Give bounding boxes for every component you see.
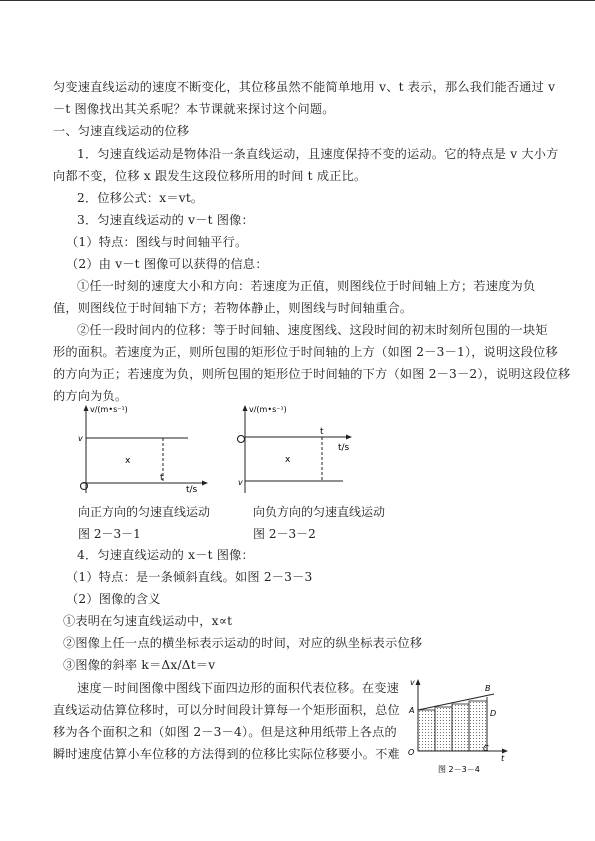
figure-2-3-4 — [400, 677, 515, 777]
last-paragraph-line-3: 移为各个面积之和（如图 2－3－4）。但是这种用纸带上各点的 — [53, 725, 397, 739]
fig1-v-label: v — [78, 434, 83, 443]
fig2-area-label: x — [285, 455, 291, 465]
section-heading-1: 一、匀速直线运动的位移 — [53, 124, 190, 138]
item1-line-1: 1．匀速直线运动是物体沿一条直线运动，且速度保持不变的运动。它的特点是 v 大小方 — [77, 147, 559, 161]
figure2-number: 图 2－3－2 — [253, 527, 316, 541]
fig2-xlabel: t/s — [338, 443, 350, 453]
fig1-t-label: t — [160, 473, 164, 483]
fig2-v-label: v — [238, 478, 243, 487]
fig2-t-label: t — [320, 427, 324, 437]
last-paragraph-line-1: 速度－时间图像中图线下面四边形的面积代表位移。在变速 — [77, 681, 400, 695]
intro-line-2: －t 图像找出其关系呢？本节课就来探讨这个问题。 — [53, 102, 335, 116]
figure1-number: 图 2－3－1 — [78, 527, 141, 541]
item4-sub2: （2）图像的含义 — [66, 592, 161, 606]
item1-line-2: 向都不变，位移 x 跟发生这段位移所用的时间 t 成正比。 — [53, 169, 367, 183]
figure-2-3-1 — [70, 403, 210, 498]
fig1-area-label: x — [125, 456, 131, 466]
meaning-3: ③图像的斜率 k＝Δx/Δt＝v — [63, 658, 216, 672]
item4-heading: 4．匀速直线运动的 x－t 图像： — [77, 548, 254, 562]
fig4-point-d: D — [490, 709, 497, 718]
fig4-point-a: A — [409, 706, 415, 715]
item3-sub1: （1）特点：图线与时间轴平行。 — [66, 235, 248, 249]
info1-line-2: 值，则图线位于时间轴下方；若物体静止，则图线与时间轴重合。 — [53, 301, 413, 315]
meaning-1: ①表明在匀速直线运动中，x∝t — [63, 614, 233, 628]
info2-line-3: 的方向为正；若速度为负，则所包围的矩形位于时间轴的下方（如图 2－3－2），说明这段位移 — [53, 367, 571, 381]
fig1-xlabel: t/s — [186, 485, 198, 495]
fig4-origin: O — [408, 748, 415, 757]
figure2-caption: 向负方向的匀速直线运动 — [253, 505, 386, 519]
intro-line-1: 匀变速直线运动的速度不断变化，其位移虽然不能简单地用 v、t 表示，那么我们能否通过 v — [53, 80, 556, 94]
fig4-number: 图 2－3－4 — [438, 765, 480, 774]
fig4-point-c: C — [483, 744, 489, 753]
figure1-caption: 向正方向的匀速直线运动 — [78, 505, 211, 519]
fig4-point-b: B — [485, 684, 491, 693]
last-paragraph-line-2: 直线运动估算位移时，可以分时间段计算每一个矩形面积，总位 — [53, 703, 400, 717]
fig1-ylabel: v/(m•s⁻¹) — [90, 405, 128, 414]
last-paragraph-line-4: 瞬时速度估算小车位移的方法得到的位移比实际位移要小。不难 — [53, 747, 400, 761]
fig4-xlabel: t — [501, 754, 505, 763]
info1-line-1: ①任一时刻的速度大小和方向：若速度为正值，则图线位于时间轴上方；若速度为负 — [77, 279, 536, 293]
figure-2-3-2 — [230, 403, 370, 498]
item4-sub1: （1）特点：是一条倾斜直线。如图 2－3－3 — [66, 570, 313, 584]
page-top-rule — [0, 0, 595, 1]
item2-formula: 2．位移公式：x＝vt。 — [77, 191, 204, 205]
info2-line-2: 形的面积。若速度为正，则所包围的矩形位于时间轴的上方（如图 2－3－1），说明这段位移 — [53, 345, 558, 359]
fig2-ylabel: v/(m•s⁻¹) — [249, 405, 287, 414]
origin-mark — [238, 436, 245, 443]
item3-heading: 3．匀速直线运动的 v－t 图像： — [77, 213, 254, 227]
item3-sub2: （2）由 v－t 图像可以获得的信息： — [66, 257, 268, 271]
fig4-ylabel: v — [410, 678, 415, 687]
info2-line-4: 的方向为负。 — [53, 389, 128, 403]
info2-line-1: ②任一段时间内的位移：等于时间轴、速度图线、这段时间的初末时刻所包围的一块矩 — [77, 323, 548, 337]
meaning-2: ②图像上任一点的横坐标表示运动的时间，对应的纵坐标表示位移 — [63, 636, 423, 650]
